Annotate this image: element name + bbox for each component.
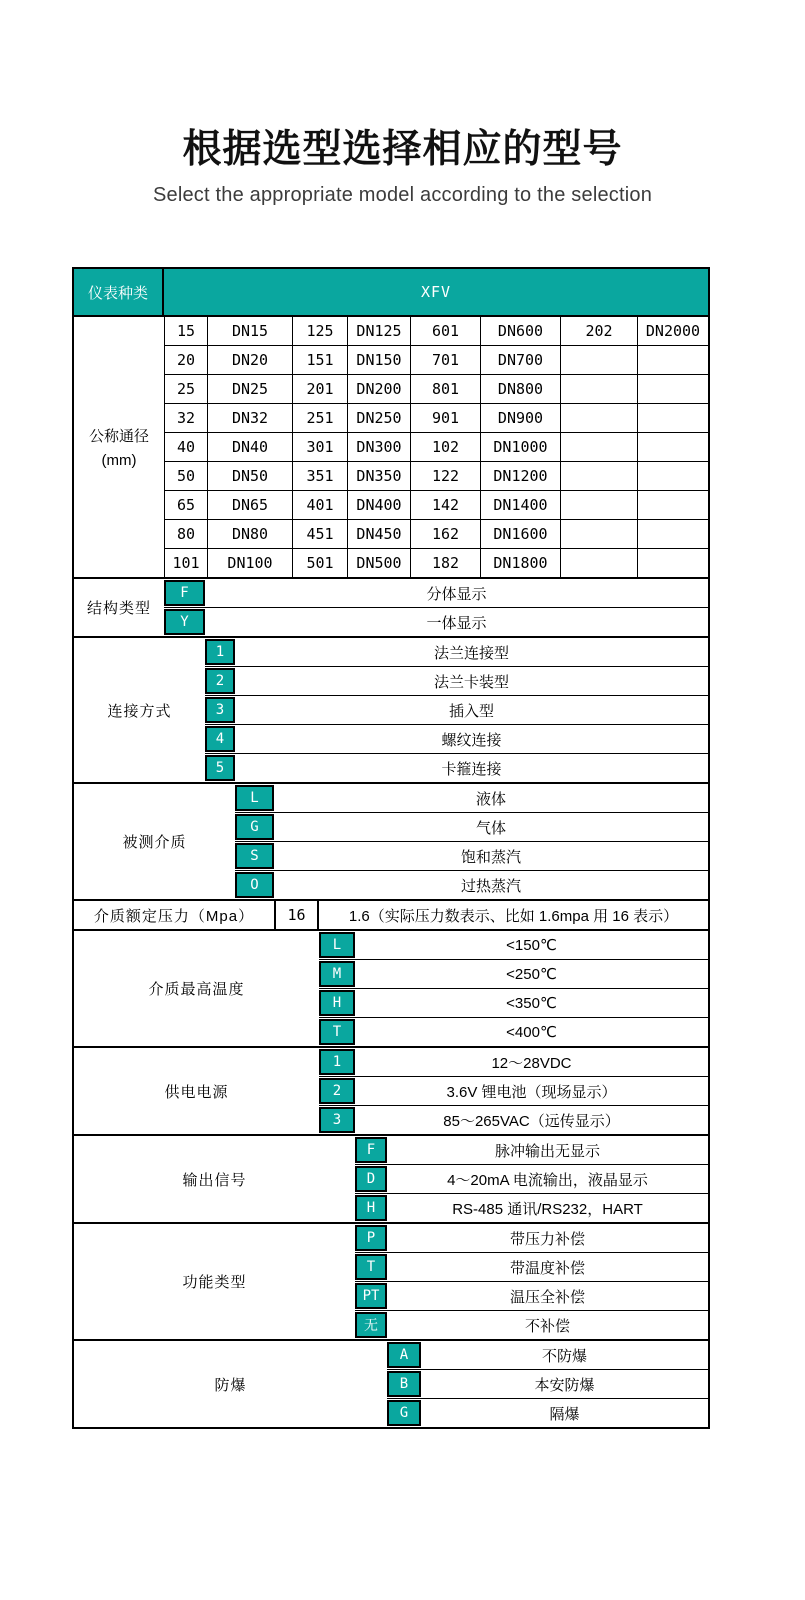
option-desc: 温压全补偿 [509,1288,585,1306]
section-rated-pressure [74,901,708,931]
option-desc: 分体显示 [426,585,487,603]
option-code: Y [164,609,205,635]
option-desc: 液体 [475,790,506,808]
nominal-diameter-label [74,317,164,577]
diameter-size: DN1400 [480,491,560,519]
diameter-code: 301 [292,433,347,461]
nominal-diameter-grid [164,317,708,577]
diameter-size: DN15 [207,317,292,345]
diameter-code: 122 [410,462,480,490]
section-label-measured-medium: 被测介质 [122,834,187,851]
option-code: L [319,932,355,958]
diameter-size: DN300 [347,433,410,461]
diameter-code: 202 [560,317,637,345]
option-code: 无 [355,1312,387,1338]
option-row [387,1399,708,1427]
diameter-code: 50 [164,462,207,490]
diameter-size: DN80 [207,520,292,548]
section-label-connection-type: 连接方式 [107,702,172,720]
diameter-code: 701 [410,346,480,374]
nominal-diameter-label-text: 公称通径 [88,428,149,445]
option-row [355,1253,708,1282]
diameter-row [164,549,708,577]
diameter-code: 125 [292,317,347,345]
section-label-max-temperature: 介质最高温度 [148,981,245,998]
option-row [235,813,708,842]
option-row [205,754,708,782]
option-row [387,1370,708,1399]
diameter-code: 901 [410,404,480,432]
option-desc: 法兰卡装型 [433,673,509,691]
option-row [235,871,708,899]
diameter-code: 351 [292,462,347,490]
diameter-size: DN40 [207,433,292,461]
diameter-size: DN32 [207,404,292,432]
option-desc: 带温度补偿 [509,1259,585,1277]
diameter-size: DN25 [207,375,292,403]
option-desc: 法兰连接型 [433,644,509,662]
diameter-size: DN600 [480,317,560,345]
option-desc: 插入型 [448,702,494,720]
diameter-code: 162 [410,520,480,548]
diameter-size: DN350 [347,462,410,490]
option-row [355,1165,708,1194]
nominal-diameter-section [74,317,708,579]
option-row [235,784,708,813]
option-code: F [164,580,205,606]
diameter-size: DN50 [207,462,292,490]
instrument-type-value: XFV [420,283,452,301]
option-row [205,725,708,754]
diameter-size [637,404,708,432]
diameter-code: 15 [164,317,207,345]
diameter-code: 102 [410,433,480,461]
option-row [387,1341,708,1370]
option-code: D [355,1166,387,1192]
diameter-size: DN400 [347,491,410,519]
option-row [355,1194,708,1222]
option-code: F [355,1137,387,1163]
diameter-size: DN700 [480,346,560,374]
diameter-size: DN1600 [480,520,560,548]
option-code: 1 [319,1049,355,1075]
section-label-explosion-proof: 防爆 [214,1376,247,1394]
option-code: 16 [274,901,319,929]
model-selection-table [72,267,710,1429]
option-code: G [235,814,274,840]
diameter-row [164,491,708,520]
diameter-size [637,520,708,548]
diameter-row [164,346,708,375]
diameter-code: 182 [410,549,480,577]
diameter-row [164,462,708,491]
option-row [319,1106,708,1134]
section-rows [274,901,708,929]
section-label-power-supply: 供电电源 [164,1083,229,1101]
section-rows [355,1224,708,1339]
diameter-code [560,404,637,432]
section-max-temperature [74,931,708,1048]
section-label-output-signal: 输出信号 [182,1171,247,1189]
diameter-code: 501 [292,549,347,577]
diameter-code: 151 [292,346,347,374]
diameter-size: DN800 [480,375,560,403]
diameter-row [164,375,708,404]
diameter-size [637,433,708,461]
diameter-code: 451 [292,520,347,548]
diameter-code: 20 [164,346,207,374]
diameter-code: 40 [164,433,207,461]
diameter-code: 142 [410,491,480,519]
option-row [164,579,708,608]
diameter-code: 401 [292,491,347,519]
diameter-code: 101 [164,549,207,577]
section-rows [319,1048,708,1134]
option-desc: 螺纹连接 [441,731,502,749]
page-subtitle: Select the appropriate model according to the selection [152,184,653,206]
option-code: 3 [319,1107,355,1133]
section-label-function-type: 功能类型 [182,1274,247,1291]
option-code: 1 [205,639,235,665]
section-rows [387,1341,708,1427]
diameter-code: 80 [164,520,207,548]
option-code: T [355,1254,387,1280]
diameter-size [637,375,708,403]
diameter-size: DN1000 [480,433,560,461]
option-code: A [387,1342,421,1368]
section-explosion-proof [74,1341,708,1427]
option-desc: 饱和蒸汽 [460,848,521,866]
option-row [235,842,708,871]
option-code: 3 [205,697,235,723]
section-rows [205,638,708,782]
option-desc: 气体 [475,819,506,837]
section-rows [319,931,708,1046]
option-desc: <350℃ [506,995,557,1012]
option-sections [74,579,708,1427]
diameter-size: DN450 [347,520,410,548]
section-power-supply [74,1048,708,1136]
option-code: H [319,990,355,1016]
diameter-size: DN200 [347,375,410,403]
diameter-code [560,375,637,403]
diameter-code: 251 [292,404,347,432]
option-desc: 一体显示 [426,614,487,632]
option-code: M [319,961,355,987]
diameter-size: DN1200 [480,462,560,490]
section-rows [164,579,708,636]
diameter-size: DN65 [207,491,292,519]
diameter-size: DN1800 [480,549,560,577]
diameter-code: 25 [164,375,207,403]
option-row [205,696,708,725]
option-row [164,608,708,636]
option-desc: 隔爆 [549,1405,580,1423]
section-label-rated-pressure: 介质额定压力（Mpa） [93,907,255,925]
option-row [355,1282,708,1311]
diameter-size: DN2000 [637,317,708,345]
diameter-size: DN20 [207,346,292,374]
option-code: 5 [205,755,235,781]
diameter-row [164,520,708,549]
option-row [319,1077,708,1106]
option-desc: 带压力补偿 [509,1230,585,1248]
option-code: S [235,843,274,869]
option-desc: 4～20mA 电流输出，液晶显示 [447,1171,648,1189]
option-desc: <150℃ [506,937,557,954]
diameter-size: DN900 [480,404,560,432]
option-row [355,1136,708,1165]
option-row [355,1311,708,1339]
option-row [319,1048,708,1077]
option-row [205,638,708,667]
option-desc: 本安防爆 [534,1376,595,1394]
option-code: G [387,1400,421,1426]
diameter-row [164,317,708,346]
option-desc: 卡箍连接 [441,760,502,778]
diameter-code: 32 [164,404,207,432]
option-desc: RS-485 通讯/RS232，HART [452,1200,643,1218]
option-desc: <400℃ [506,1024,557,1041]
option-desc: 不防爆 [541,1347,587,1365]
option-desc: <250℃ [506,966,557,983]
section-connection-type [74,638,708,784]
option-code: B [387,1371,421,1397]
diameter-size [637,346,708,374]
diameter-size: DN250 [347,404,410,432]
section-label-structure-type: 结构类型 [86,600,151,617]
option-desc: 1.6（实际压力数表示、比如 1.6mpa 用 16 表示） [348,907,679,925]
option-code: L [235,785,274,811]
diameter-size [637,491,708,519]
page-header [0,118,805,207]
option-row [274,901,708,929]
diameter-code [560,549,637,577]
option-desc: 12～28VDC [491,1054,572,1072]
diameter-code: 65 [164,491,207,519]
diameter-code: 201 [292,375,347,403]
instrument-type-row [74,269,708,317]
option-code: 2 [319,1078,355,1104]
diameter-size: DN125 [347,317,410,345]
option-code: 4 [205,726,235,752]
option-code: T [319,1019,355,1045]
option-desc: 不补偿 [524,1317,570,1335]
diameter-code [560,433,637,461]
option-row [319,1018,708,1046]
option-code: 2 [205,668,235,694]
diameter-code [560,346,637,374]
option-desc: 脉冲输出无显示 [494,1142,600,1160]
option-desc: 3.6V 锂电池（现场显示） [446,1083,617,1101]
option-row [319,989,708,1018]
diameter-code: 601 [410,317,480,345]
diameter-row [164,404,708,433]
diameter-size: DN150 [347,346,410,374]
section-rows [235,784,708,899]
diameter-code [560,462,637,490]
diameter-code [560,520,637,548]
option-row [205,667,708,696]
diameter-code [560,491,637,519]
diameter-size: DN100 [207,549,292,577]
section-rows [355,1136,708,1222]
option-desc: 过热蒸汽 [460,877,521,895]
diameter-size: DN500 [347,549,410,577]
diameter-row [164,433,708,462]
option-code: O [235,872,274,898]
diameter-code: 801 [410,375,480,403]
section-structure-type [74,579,708,638]
option-row [355,1224,708,1253]
option-row [319,960,708,989]
diameter-size [637,549,708,577]
instrument-type-label: 仪表种类 [74,269,164,315]
section-function-type [74,1224,708,1341]
option-code: P [355,1225,387,1251]
option-row [319,931,708,960]
option-code: H [355,1195,387,1221]
nominal-diameter-unit: (mm) [101,452,137,469]
option-desc: 85～265VAC（远传显示） [443,1112,620,1130]
section-measured-medium [74,784,708,901]
section-output-signal [74,1136,708,1224]
option-code: PT [355,1283,387,1309]
diameter-size [637,462,708,490]
page-title: 根据选型选择相应的型号 [182,128,623,171]
